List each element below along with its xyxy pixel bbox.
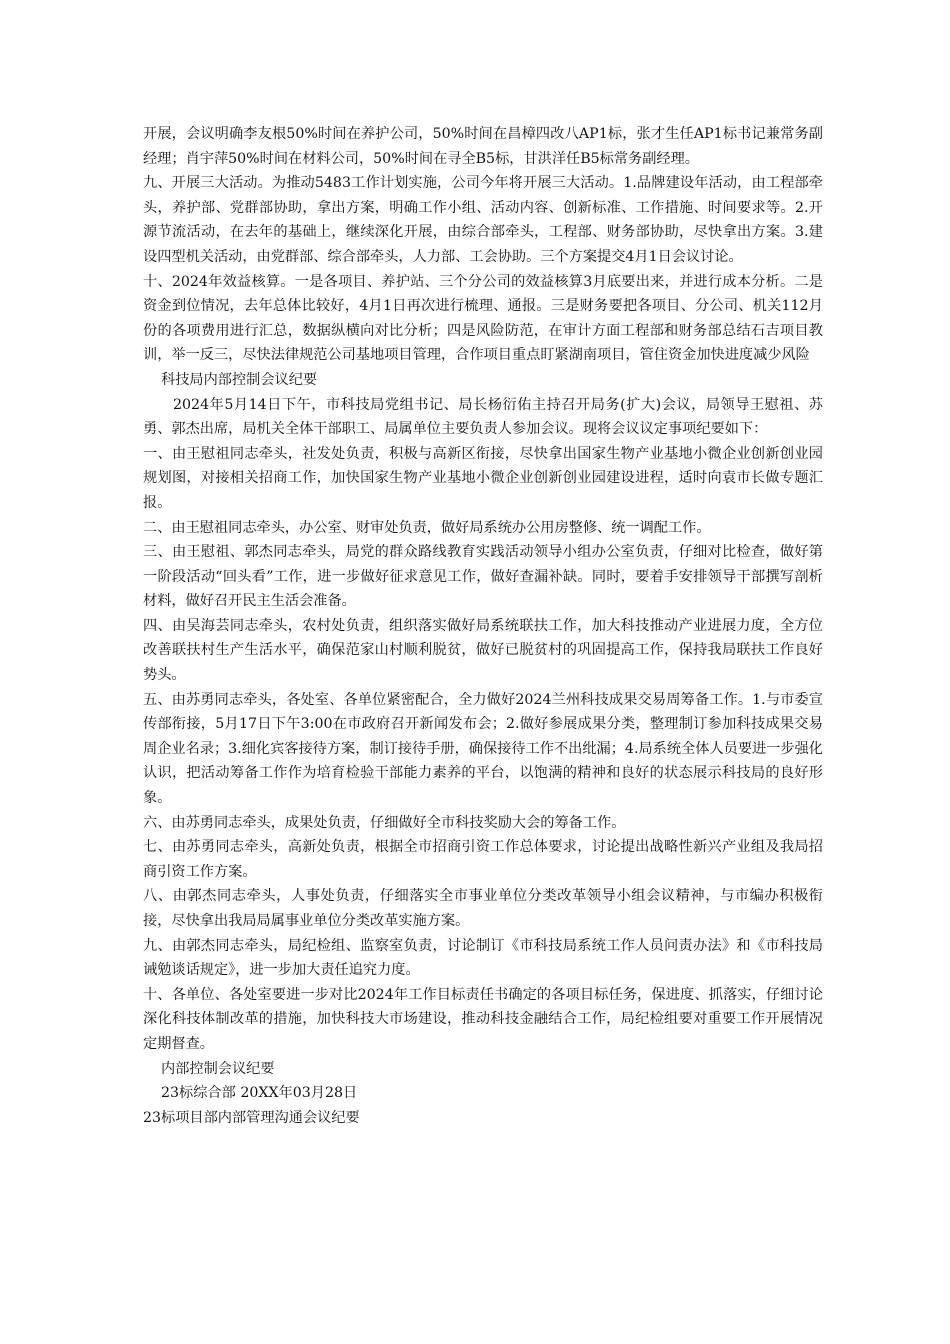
document-body [143,122,823,1130]
paragraph-continuation: 开展，会议明确李友根50%时间在养护公司，50%时间在昌樟四改八AP1标，张才生任AP1标书记兼常务副经理；肖宇萍50%时间在材料公司，50%时间在寻全B5标，甘洪洋任B5标常务副经理。 [143,126,823,167]
paragraph-item-7: 七、由苏勇同志牵头，高新处负责，根据全市招商引资工作总体要求，讨论提出战略性新兴产业组及我局招商引资工作方案。 [143,839,823,880]
paragraph-item-8: 八、由郭杰同志牵头，人事处负责，仔细落实全市事业单位分类改革领导小组会议精神，与市编办积极衔接，尽快拿出我局局属事业单位分类改革实施方案。 [143,888,823,929]
paragraph-item-5: 五、由苏勇同志牵头，各处室、各单位紧密配合，全力做好2024兰州科技成果交易周筹备工作。1.与市委宣传部衔接，5月17日下午3:00在市政府召开新闻发布会；2.做好参展成果分类，整理制订参加科技成果交易周企业名录；3.细化宾客接待方案，制订接待手册，确保接待工作不出纰漏；4.局系统全体人员要进一步强化认识，把活动筹备工作作为培育检验干部能力素养的平台，以饱满的精神和良好的状态展示科技局的良好形象。 [143,691,823,807]
paragraph-item-10: 十、各单位、各处室要进一步对比2024年工作目标责任书确定的各项目标任务，保进度、抓落实，仔细讨论深化科技体制改革的措施，加快科技大市场建设，推动科技金融结合工作，局纪检组要对重要工作开展情况定期督查。 [143,986,823,1052]
paragraph-item-10-accounting: 十、2024年效益核算。一是各项目、养护站、三个分公司的效益核算3月底要出来，并进行成本分析。二是资金到位情况，去年总体比较好，4月1日再次进行梳理、通报。三是财务要把各项目、分公司、机关112月份的各项费用进行汇总，数据纵横向对比分析；四是风险防范，在审计方面工程部和财务部总结石吉项目教训，举一反三，尽快法律规范公司基地项目管理，合作项目重点盯紧湖南项目，管住资金加快进度减少风险 [143,273,823,364]
paragraph-meeting-intro: 2024年5月14日下午，市科技局党组书记、局长杨衍佑主持召开局务(扩大)会议，局领导王慰祖、苏勇、郭杰出席，局机关全体干部职工、局属单位主要负责人参加会议。现将会议议定事项纪要如下： [143,396,823,438]
section-title-internal-control: 内部控制会议纪要 [161,1060,275,1077]
paragraph-item-2: 二、由王慰祖同志牵头，办公室、财审处负责，做好局系统办公用房整修、统一调配工作。 [143,519,711,536]
paragraph-item-3: 三、由王慰祖、郭杰同志牵头，局党的群众路线教育实践活动领导小组办公室负责，仔细对比检查，做好第一阶段活动“回头看”工作，进一步做好征求意见工作，做好查漏补缺。同时，要着手安排领导干部撰写剖析材料，做好召开民主生活会准备。 [143,544,823,610]
paragraph-item-9: 九、由郭杰同志牵头，局纪检组、监察室负责，讨论制订《市科技局系统工作人员问责办法》和《市科技局诫勉谈话规定》，进一步加大责任追究力度。 [143,937,823,979]
paragraph-item-9-activities: 九、开展三大活动。为推动5483工作计划实施，公司今年将开展三大活动。1.品牌建设年活动，由工程部牵头，养护部、党群部协助，拿出方案，明确工作小组、活动内容、创新标准、工作措施、时间要求等。2.开源节流活动，在去年的基础上，继续深化开展，由综合部牵头，工程部、财务部协助，尽快拿出方案。3.建设四型机关活动，由党群部、综合部牵头，人力部、工会协助。三个方案提交4月1日会议讨论。 [143,175,823,265]
document-date-line: 23标综合部 20XX年03月28日 [161,1085,358,1102]
paragraph-item-1: 一、由王慰祖同志牵头，社发处负责，积极与高新区衔接，尽快拿出国家生物产业基地小微企业创新创业园规划图，对接相关招商工作，加快国家生物产业基地小微企业创新创业园建设进程，适时向袁市长做专题汇报。 [143,445,823,511]
paragraph-item-6: 六、由苏勇同志牵头，成果处负责，仔细做好全市科技奖励大会的筹备工作。 [143,814,626,831]
section-title-project-meeting: 23标项目部内部管理沟通会议纪要 [143,1109,360,1126]
paragraph-item-4: 四、由吴海芸同志牵头，农村处负责，组织落实做好局系统联扶工作，加大科技推动产业进展力度，全方位改善联扶村生产生活水平，确保范家山村顺利脱贫，做好已脱贫村的巩固提高工作，保持我局联扶工作良好势头。 [143,617,823,684]
section-title-tech-bureau: 科技局内部控制会议纪要 [161,371,318,388]
